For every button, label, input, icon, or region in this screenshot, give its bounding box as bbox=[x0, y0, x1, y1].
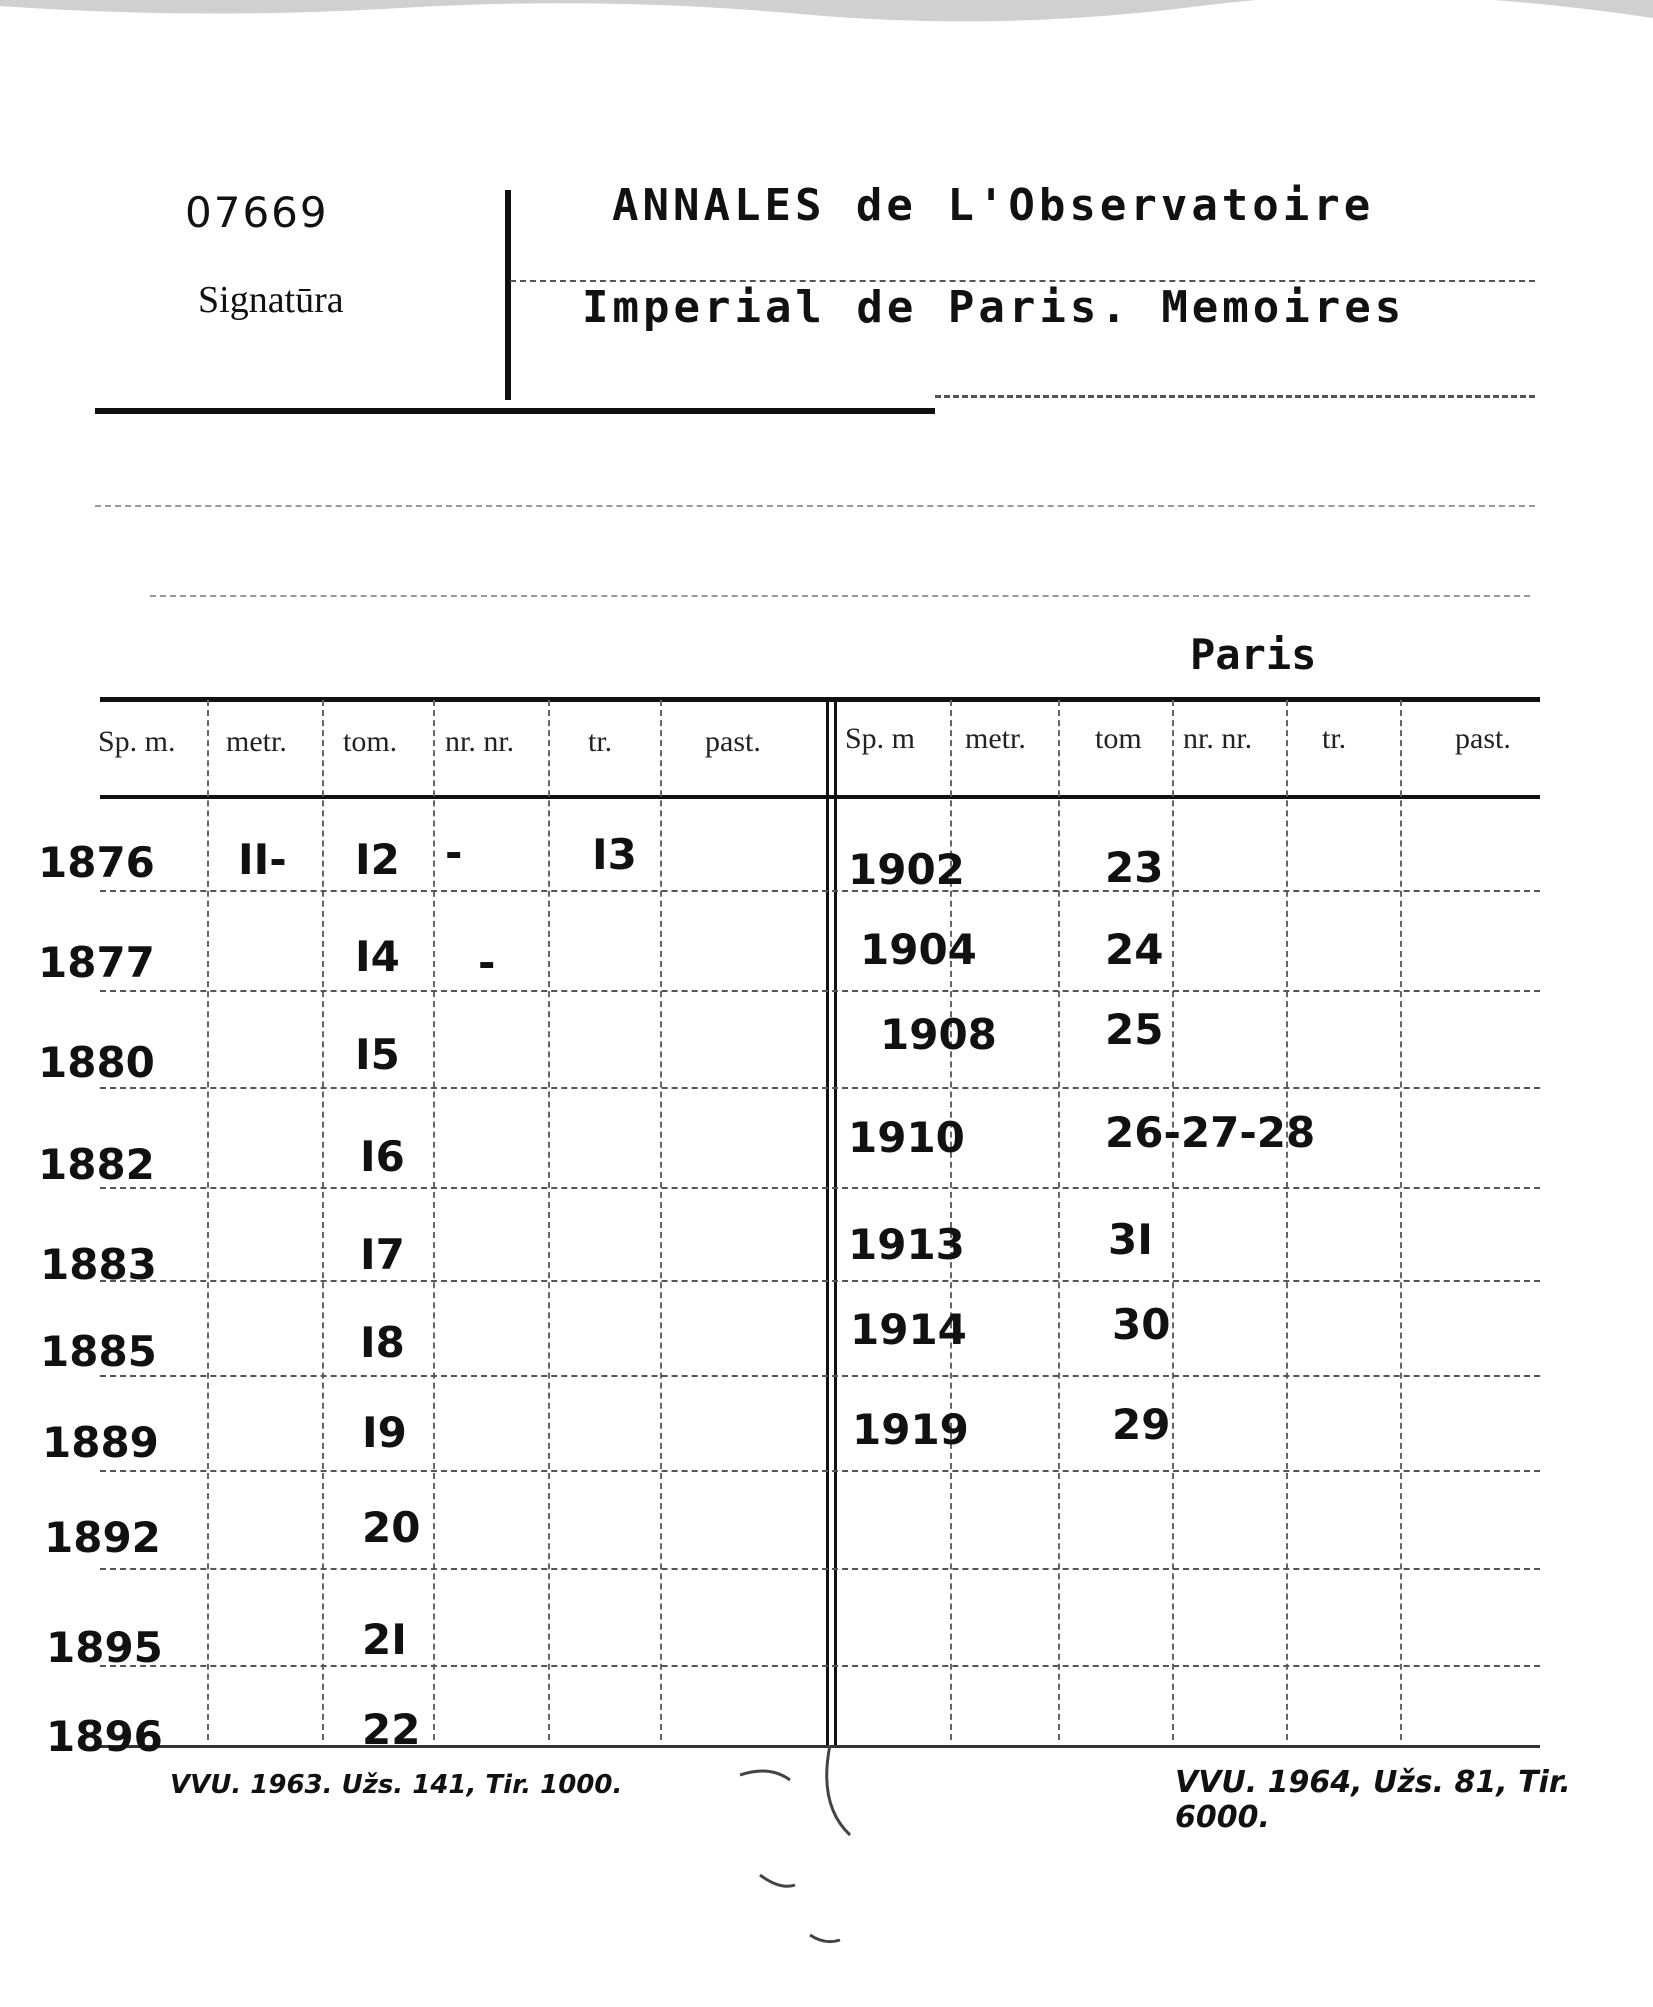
col-divider bbox=[1286, 700, 1288, 1740]
left-row-tom: 22 bbox=[362, 1705, 421, 1754]
left-row-year: 1876 bbox=[38, 838, 155, 887]
row-rule bbox=[100, 1087, 1540, 1089]
title-line-2: Imperial de Paris. Memoires bbox=[582, 282, 1406, 333]
right-row-tom: 23 bbox=[1105, 843, 1164, 892]
header-nrnr-left: nr. nr. bbox=[445, 725, 515, 758]
row-rule bbox=[100, 990, 1540, 992]
right-row-year: 1919 bbox=[852, 1405, 969, 1454]
col-divider bbox=[1400, 700, 1402, 1740]
left-row-tom: 20 bbox=[362, 1503, 421, 1552]
header-past-left: past. bbox=[705, 725, 761, 758]
table-header-rule bbox=[100, 795, 1540, 799]
right-row-year: 1913 bbox=[848, 1220, 965, 1269]
left-row-year: 1880 bbox=[38, 1038, 155, 1087]
header-divider bbox=[505, 190, 511, 400]
header-metr-right: metr. bbox=[965, 722, 1026, 755]
blank-rule-2 bbox=[150, 595, 1530, 597]
left-row-year: 1892 bbox=[44, 1513, 161, 1562]
title-line-1: ANNALES de L'Observatoire bbox=[612, 180, 1375, 231]
left-row-nr: - bbox=[478, 938, 496, 987]
left-row-tr: I3 bbox=[592, 830, 637, 879]
col-divider bbox=[322, 700, 324, 1740]
row-rule bbox=[100, 1665, 1540, 1667]
left-row-tom: I5 bbox=[355, 1030, 400, 1079]
right-row-year: 1904 bbox=[860, 925, 977, 974]
right-row-year: 1910 bbox=[848, 1113, 965, 1162]
left-row-year: 1882 bbox=[38, 1140, 155, 1189]
left-row-tom: I8 bbox=[360, 1318, 405, 1367]
left-row-tom: I6 bbox=[360, 1132, 405, 1181]
footer-note-right: VVU. 1964, Užs. 81, Tir. 6000. bbox=[1175, 1765, 1571, 1835]
right-row-tom: 3I bbox=[1108, 1215, 1153, 1264]
right-row-tom: 30 bbox=[1112, 1300, 1171, 1349]
col-divider bbox=[548, 700, 550, 1740]
right-row-tom: 25 bbox=[1105, 1005, 1164, 1054]
left-row-metr: II- bbox=[238, 835, 287, 884]
center-divider bbox=[834, 700, 837, 1745]
header-tr-right: tr. bbox=[1322, 722, 1347, 755]
left-row-tom: I9 bbox=[362, 1408, 407, 1457]
right-row-tom: 24 bbox=[1105, 925, 1164, 974]
left-row-tom: I7 bbox=[360, 1230, 405, 1279]
table-top-rule bbox=[100, 697, 1540, 702]
place-label: Paris bbox=[1190, 630, 1317, 679]
blank-rule-1 bbox=[95, 505, 1535, 507]
header-metr-left: metr. bbox=[226, 725, 287, 758]
left-row-nr: - bbox=[445, 828, 463, 877]
col-divider bbox=[1058, 700, 1060, 1740]
right-row-year: 1914 bbox=[850, 1305, 967, 1354]
right-row-year: 1902 bbox=[848, 845, 965, 894]
right-row-tom: 26-27-28 bbox=[1105, 1108, 1316, 1157]
row-rule bbox=[100, 1568, 1540, 1570]
header-rule bbox=[95, 408, 935, 414]
header-tom-right: tom bbox=[1095, 722, 1142, 755]
col-divider bbox=[433, 700, 435, 1740]
col-divider bbox=[1172, 700, 1174, 1740]
row-rule bbox=[100, 1187, 1540, 1189]
row-rule bbox=[100, 1280, 1540, 1282]
right-row-tom: 29 bbox=[1112, 1400, 1171, 1449]
header-rule-faint bbox=[935, 395, 1535, 398]
left-row-tom: 2I bbox=[362, 1615, 407, 1664]
left-row-tom: I4 bbox=[355, 932, 400, 981]
left-row-year: 1896 bbox=[46, 1712, 163, 1761]
left-row-year: 1885 bbox=[40, 1327, 157, 1376]
left-row-year: 1895 bbox=[46, 1623, 163, 1672]
left-row-tom: I2 bbox=[355, 835, 400, 884]
footer-note-left: VVU. 1963. Užs. 141, Tir. 1000. bbox=[170, 1770, 623, 1800]
signature-number: 07669 bbox=[185, 188, 329, 237]
row-rule bbox=[100, 1470, 1540, 1472]
right-row-year: 1908 bbox=[880, 1010, 997, 1059]
scan-smudge-bottom bbox=[700, 1745, 900, 2005]
header-tom-left: tom. bbox=[343, 725, 398, 758]
scan-smudge-top bbox=[0, 0, 1653, 40]
left-row-year: 1889 bbox=[42, 1418, 159, 1467]
header-sp-m-right: Sp. m bbox=[845, 722, 916, 755]
header-tr-left: tr. bbox=[588, 725, 613, 758]
col-divider bbox=[660, 700, 662, 1740]
row-rule bbox=[100, 1375, 1540, 1377]
signature-label: Signatūra bbox=[198, 279, 344, 321]
header-past-right: past. bbox=[1455, 722, 1511, 755]
header-sp-m-left: Sp. m. bbox=[98, 725, 176, 758]
center-divider bbox=[826, 700, 829, 1745]
row-rule bbox=[100, 890, 1540, 892]
left-row-year: 1877 bbox=[38, 938, 155, 987]
header-nrnr-right: nr. nr. bbox=[1183, 722, 1253, 755]
col-divider bbox=[207, 700, 209, 1740]
left-row-year: 1883 bbox=[40, 1240, 157, 1289]
